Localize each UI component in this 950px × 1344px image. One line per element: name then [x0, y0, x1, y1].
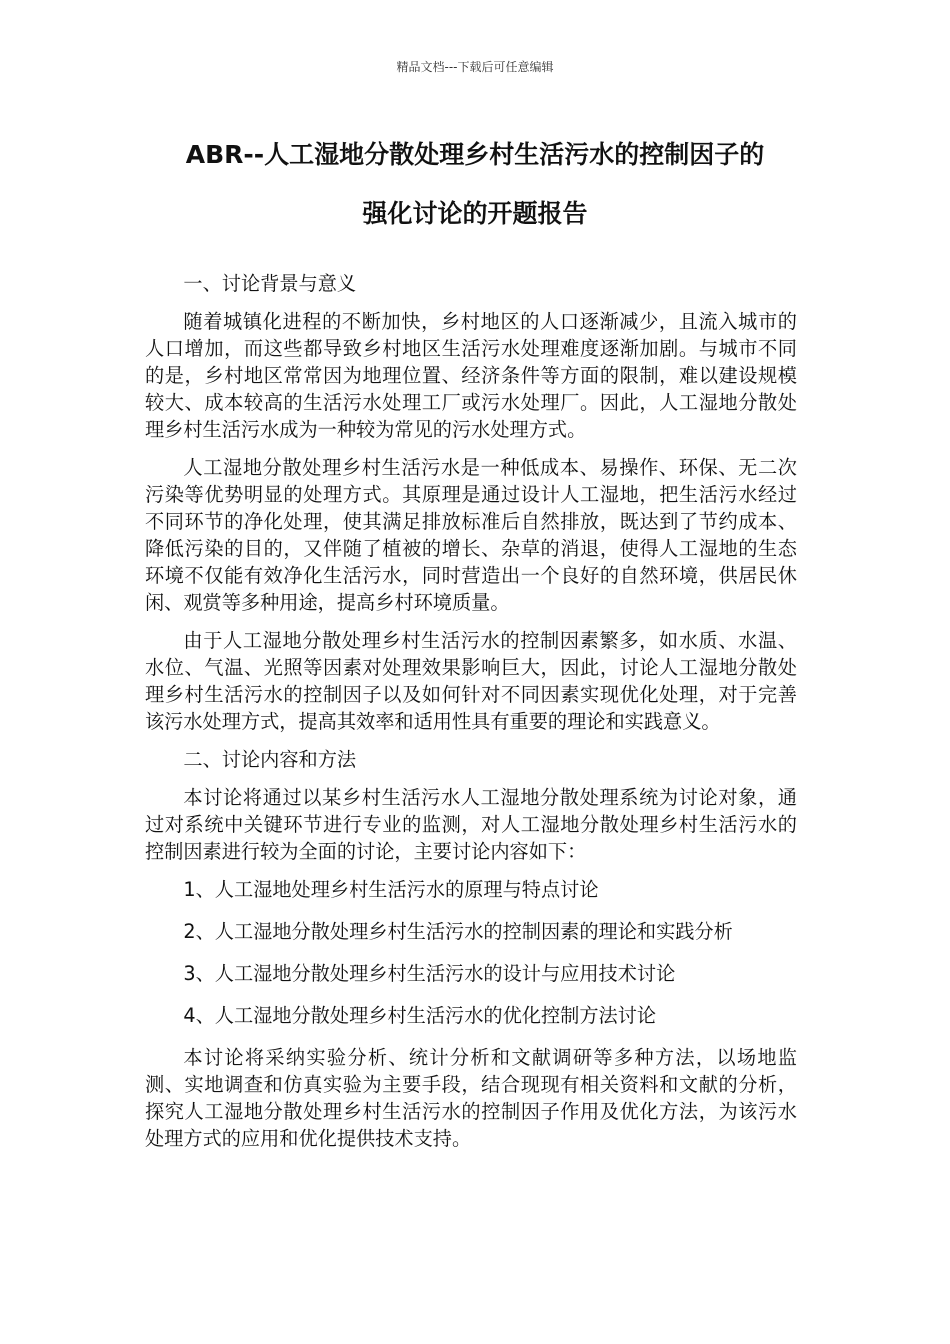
paragraph: 人工湿地分散处理乡村生活污水是一种低成本、易操作、环保、无二次污染等优势明显的处理方式。其原理是通过设计人工湿地，把生活污水经过不同环节的净化处理，使其满足排放标准后自然排放，既达到了节约成本、降低污染的目的，又伴随了植被的增长、杂草的消退，使得人工湿地的生态环境不仅能有效净化生活污水，同时营造出一个良好的自然环境，供居民休闲、观赏等多种用途，提高乡村环境质量。: [145, 456, 797, 614]
header-note: 精品文档---下载后可任意编辑: [396, 60, 554, 74]
paragraph: 由于人工湿地分散处理乡村生活污水的控制因素繁多，如水质、水温、水位、气温、光照等因素对处理效果影响巨大，因此，讨论人工湿地分散处理乡村生活污水的控制因子以及如何针对不同因素实现优化处理，对于完善该污水处理方式，提高其效率和适用性具有重要的理论和实践意义。: [145, 629, 797, 733]
document-body: [145, 270, 797, 1163]
list-item: 2、人工湿地分散处理乡村生活污水的控制因素的理论和实践分析: [183, 920, 733, 943]
list-item: 1、人工湿地处理乡村生活污水的原理与特点讨论: [183, 878, 599, 901]
paragraph: 随着城镇化进程的不断加快，乡村地区的人口逐渐减少，且流入城市的人口增加，而这些都导致乡村地区生活污水处理难度逐渐加剧。与城市不同的是，乡村地区常常因为地理位置、经济条件等方面的限制，难以建设规模较大、成本较高的生活污水处理工厂或污水处理厂。因此，人工湿地分散处理乡村生活污水成为一种较为常见的污水处理方式。: [145, 310, 797, 441]
document-title-line-2: 强化讨论的开题报告: [362, 199, 588, 228]
section-heading-content-method: 二、讨论内容和方法: [183, 748, 357, 771]
paragraph: 本讨论将采纳实验分析、统计分析和文献调研等多种方法，以场地监测、实地调查和仿真实验为主要手段，结合现现有相关资料和文献的分析，探究人工湿地分散处理乡村生活污水的控制因子作用及优化方法，为该污水处理方式的应用和优化提供技术支持。: [145, 1046, 797, 1150]
list-item: 4、人工湿地分散处理乡村生活污水的优化控制方法讨论: [183, 1004, 657, 1027]
section-heading-background: 一、讨论背景与意义: [183, 272, 357, 295]
document-title-line-1: ABR--人工湿地分散处理乡村生活污水的控制因子的: [185, 140, 765, 169]
paragraph: 本讨论将通过以某乡村生活污水人工湿地分散处理系统为讨论对象，通过对系统中关键环节进行专业的监测，对人工湿地分散处理乡村生活污水的控制因素进行较为全面的讨论，主要讨论内容如下：: [145, 786, 797, 863]
list-item: 3、人工湿地分散处理乡村生活污水的设计与应用技术讨论: [183, 962, 676, 985]
